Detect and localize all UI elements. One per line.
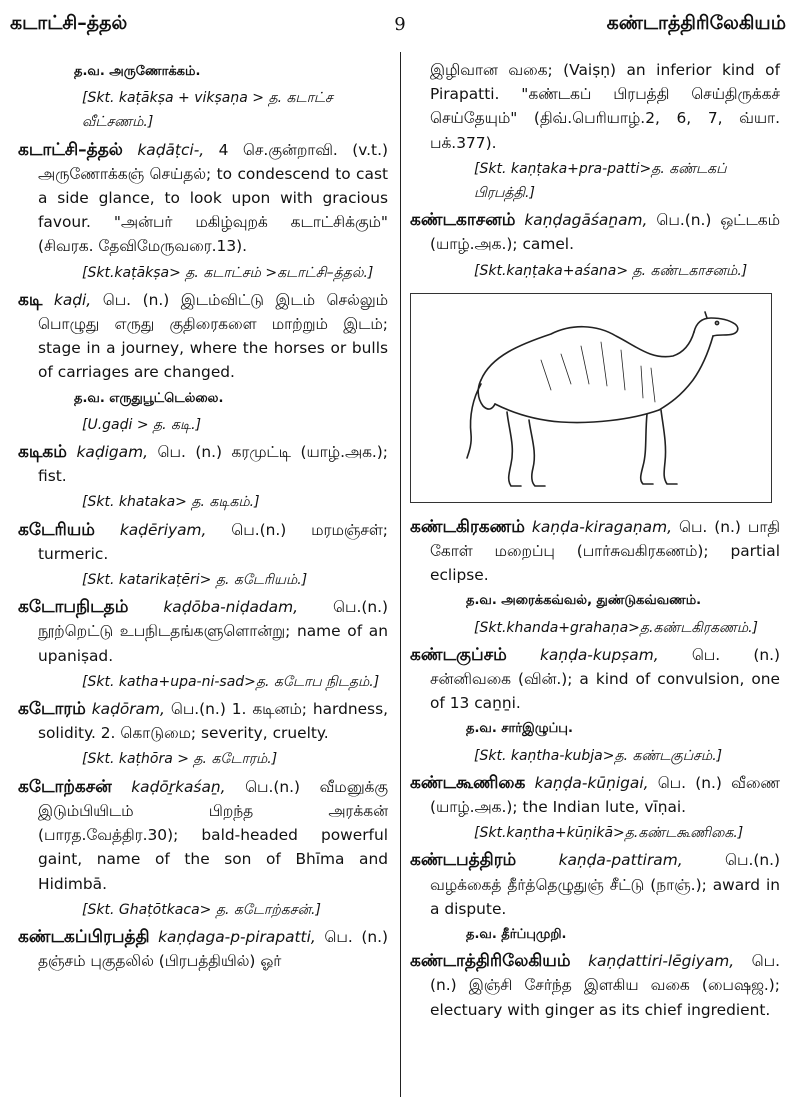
- dictionary-entry: [410, 848, 780, 921]
- dictionary-entry: [18, 518, 388, 566]
- headword: கடோரம்: [18, 699, 86, 720]
- camel-illustration: [410, 293, 772, 503]
- right-column-top: [410, 58, 780, 283]
- definition: பெ.(n.) ஒட்டகம் (யாழ்.அக.); camel.: [430, 211, 780, 254]
- headword: கடோபநிடதம்: [18, 597, 129, 618]
- transliteration: kaṇḍaga-p-pirapatti,: [158, 927, 316, 946]
- definition: பெ.(n.) இஞ்சி சேர்ந்த இளகிய வகை (பைஷஜ.); electuary with ginger as its chief ingredient.: [430, 952, 780, 1019]
- dictionary-entry: [18, 595, 388, 668]
- headword: கடோற்கசன்: [18, 776, 112, 797]
- headword: கண்டகாசனம்: [410, 210, 516, 231]
- headword: கடி: [18, 289, 43, 310]
- definition: 4 செ.குன்றாவி. (v.t.) அருணோக்கஞ் செய்தல்; to condescend to cast a side glance, to look upon with gracious favour. "அன்பர் மகிழ்வுறக் கடாட்சிக்கும்" (சிவரக. தேவிமேருவரை.13).: [38, 140, 388, 256]
- etymology: [Skt.kaṇtha+kūṇikā>த.கண்டகூணிகை.]: [474, 825, 744, 842]
- transliteration: kaḍēriyam,: [119, 520, 207, 539]
- dictionary-entry: [410, 515, 780, 588]
- tamil-equivalent-note: த.வ. எருதுபூட்டெல்லை.: [74, 390, 224, 406]
- headword: கடிகம்: [18, 442, 67, 463]
- headword: கண்டகுப்சம்: [410, 644, 507, 665]
- etymology: [Skt. kaṇṭaka+pra-patti>த. கண்டகப் பிரபத்தி.]: [474, 160, 727, 202]
- headword: கண்டகப்பிரபத்தி: [18, 926, 150, 947]
- definition: பெ. (n.) சன்னிவகை (வின்.); a kind of convulsion, one of 13 caṉṉi.: [430, 645, 780, 713]
- etymology: [Skt.khanda+grahaṇa>த.கண்டகிரகணம்.]: [474, 619, 759, 636]
- headword: கண்டகூணிகை: [410, 772, 526, 793]
- definition: பெ.(n.) மரமஞ்சள்; turmeric.: [38, 520, 388, 563]
- definition: பெ.(n.) 1. கடினம்; hardness, solidity. 2. கொடுமை; severity, cruelty.: [38, 700, 388, 743]
- page-header: [0, 0, 800, 52]
- definition: பெ.(n.) வழக்கைத் தீர்த்தெழுதுஞ் சீட்டு (நாஞ்.); award in a dispute.: [430, 851, 780, 918]
- tamil-equivalent-note: த.வ. அருணோக்கம்.: [74, 64, 201, 79]
- dictionary-entry: [410, 949, 780, 1022]
- transliteration: kaṇḍattiri-lēgiyam,: [588, 952, 735, 971]
- etymology: [U.gaḍi > த. கடி.]: [82, 416, 202, 433]
- etymology: [Skt. kaṭhōra > த. கடோரம்.]: [82, 751, 278, 768]
- definition: பெ. (n.) இடம்விட்டு இடம் செல்லும் பொழுது எருது குதிரைகளை மாற்றும் இடம்; stage in a journey, where the horses or bulls of carriages are changed.: [38, 290, 388, 382]
- etymology: [Skt. khataka> த. கடிகம்.]: [82, 494, 260, 511]
- tamil-equivalent-note: த.வ. சார்இழுப்பு.: [466, 721, 573, 737]
- definition: பெ. (n.) பாதி கோள் மறைப்பு (பார்சுவகிரகணம்); partial eclipse.: [430, 517, 780, 585]
- dictionary-entry: [18, 288, 388, 385]
- right-column-bottom: [410, 515, 780, 1022]
- transliteration: kaḍōba-niḍadam,: [163, 598, 298, 617]
- dictionary-entry: [18, 440, 388, 488]
- transliteration: kaḍōram,: [91, 700, 165, 719]
- dictionary-entry: [18, 775, 388, 896]
- transliteration: kaṇḍa-kūṇigai,: [534, 773, 649, 792]
- tamil-equivalent-note: த.வ. அரைக்கவ்வல், துண்டுகவ்வணம்.: [466, 593, 702, 609]
- running-head-right: கண்டாத்திரிலேகியம்: [606, 12, 786, 34]
- transliteration: kaṇḍa-kiragaṇam,: [531, 517, 672, 536]
- etymology: [Skt. Ghaṭōtkaca> த. கடோற்கசன்.]: [82, 901, 321, 918]
- dictionary-entry: [18, 138, 388, 259]
- page-number: 9: [394, 14, 406, 35]
- definition: பெ. (n.) வீணை (யாழ்.அக.); the Indian lute, vīṇai.: [430, 773, 780, 817]
- etymology: [Skt. katha+upa-ni-sad>த. கடோப நிடதம்.]: [82, 673, 380, 690]
- definition: பெ. (n.) கரமுட்டி (யாழ்.அக.); fist.: [38, 443, 388, 486]
- transliteration: kaḍi,: [53, 290, 92, 309]
- etymology: [Skt. kaṇtha-kubja>த. கண்டகுப்சம்.]: [474, 747, 723, 764]
- definition: பெ. (n.) தஞ்சம் புகுதலில் (பிரபத்தியில்) ஓர்: [38, 927, 388, 971]
- dictionary-entry: [410, 771, 780, 819]
- dictionary-entry: [410, 643, 780, 716]
- entry-continuation: இழிவான வகை; (Vaiṣṇ) an inferior kind of Pirapatti. "கண்டகப் பிரபத்தி செய்திருக்கச் செய்தேயும்" (திவ்.பெரியாழ்.2, 6, 7, வ்யா. பக்.377).: [430, 61, 780, 152]
- headword: கடேரியம்: [18, 519, 95, 540]
- tamil-equivalent-note: த.வ. தீர்ப்புமுறி.: [466, 927, 567, 943]
- headword: கண்டபத்திரம்: [410, 850, 517, 871]
- definition: பெ.(n.) வீமனுக்கு இடும்பியிடம் பிறந்த அரக்கன் (பாரத.வேத்திர.30); bald-headed powerful gaint, name of the son of Bhīma and Hidimbā.: [38, 777, 388, 893]
- etymology: [Skt. kaṭākṣa + vikṣaṇa > த. கடாட்ச வீட்சணம்.]: [82, 90, 333, 131]
- dictionary-entry: [18, 697, 388, 745]
- column-divider: [400, 52, 401, 1097]
- transliteration: kaḍigam,: [76, 443, 148, 462]
- transliteration: kaṇḍa-kupṣam,: [540, 645, 659, 664]
- headword: கண்டாத்திரிலேகியம்: [410, 951, 571, 972]
- etymology: [Skt. katarikaṭēri> த. கடேரியம்.]: [82, 572, 308, 589]
- transliteration: kaṇḍa-pattiram,: [558, 851, 683, 870]
- transliteration: kaṇḍagāśaṉam,: [524, 211, 648, 230]
- running-head-left: கடாட்சி–த்தல்: [10, 12, 128, 34]
- dictionary-entry: [410, 208, 780, 256]
- left-column: [18, 58, 388, 975]
- dictionary-entry: [18, 925, 388, 973]
- transliteration: kaḍōṟkaśaṉ,: [131, 777, 226, 796]
- headword: கடாட்சி–த்தல்: [18, 139, 123, 160]
- right-column: [410, 58, 780, 1024]
- transliteration: kaḍāṭci-,: [137, 140, 205, 159]
- etymology: [Skt.kaṇṭaka+aśana> த. கண்டகாசனம்.]: [474, 262, 748, 279]
- etymology: [Skt.kaṭākṣa> த. கடாட்சம் >கடாட்சி–த்தல்.]: [82, 264, 374, 281]
- definition: பெ.(n.) நூற்றெட்டு உபநிடதங்களுளொன்று; name of an upaniṣad.: [38, 598, 388, 665]
- camel-icon: [411, 294, 771, 502]
- headword: கண்டகிரகணம்: [410, 516, 525, 537]
